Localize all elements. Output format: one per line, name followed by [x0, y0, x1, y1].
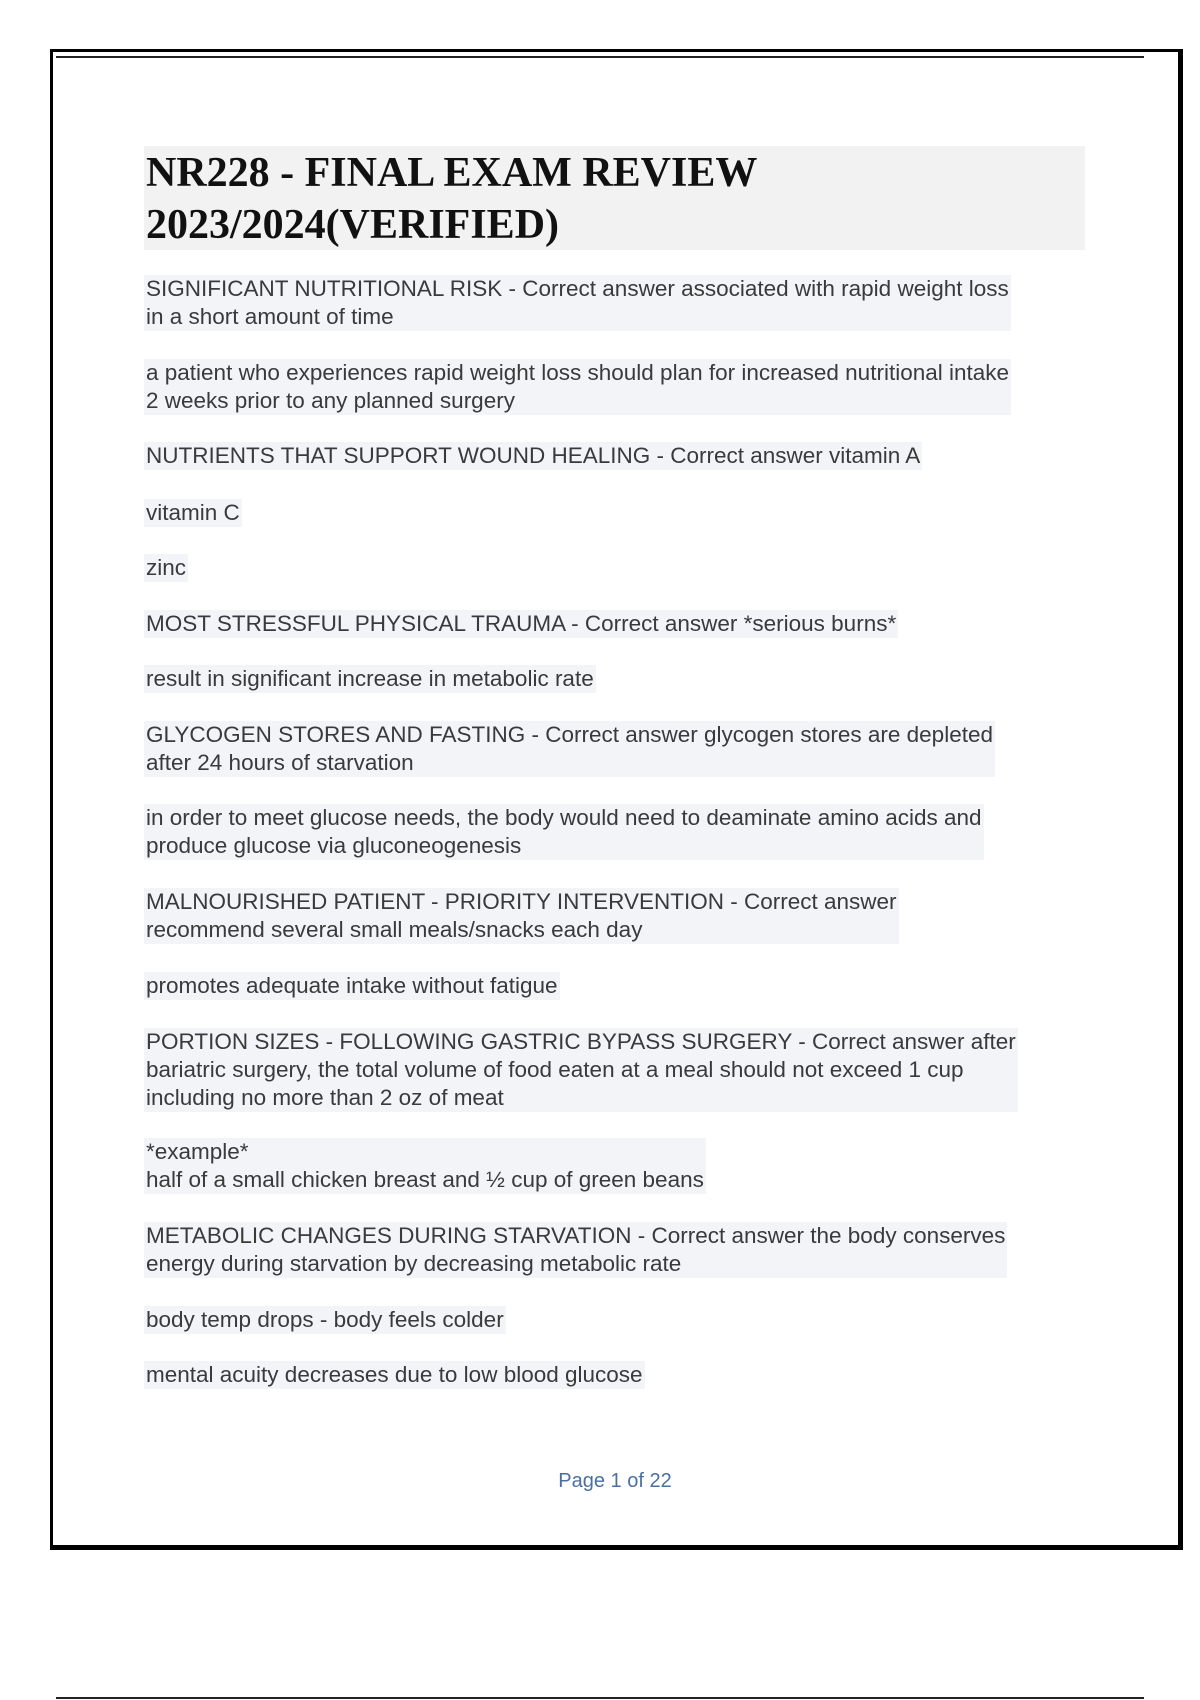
title-line-1: NR228 - FINAL EXAM REVIEW: [146, 150, 758, 196]
entry-line: mental acuity decreases due to low blood glucose: [146, 1362, 643, 1387]
entry-line: promotes adequate intake without fatigue: [146, 973, 558, 998]
entry-line: in a short amount of time: [146, 304, 394, 329]
entry-zinc: [144, 554, 188, 582]
entry-stressful-trauma: [144, 610, 898, 638]
entry-line: produce glucose via gluconeogenesis: [146, 833, 522, 858]
entry-line: METABOLIC CHANGES DURING STARVATION - Correct answer the body conserves: [146, 1223, 1006, 1248]
entry-metabolic-changes-starvation: [144, 1222, 1007, 1278]
entry-line: after 24 hours of starvation: [146, 750, 414, 775]
entry-line: vitamin C: [146, 500, 240, 525]
document-title: [146, 147, 1086, 251]
page-number: Page 1 of 22: [558, 1470, 672, 1492]
entry-body-temp: [144, 1306, 506, 1334]
entry-line: NUTRIENTS THAT SUPPORT WOUND HEALING - Correct answer vitamin A: [146, 443, 921, 468]
entry-line: *example*: [146, 1139, 249, 1164]
entry-line: in order to meet glucose needs, the body would need to deaminate amino acids and: [146, 805, 982, 830]
entry-mental-acuity: [144, 1361, 645, 1389]
top-rule: [56, 56, 1144, 58]
entry-line: 2 weeks prior to any planned surgery: [146, 388, 515, 413]
entry-line: MALNOURISHED PATIENT - PRIORITY INTERVENTION - Correct answer: [146, 889, 897, 914]
entry-line: SIGNIFICANT NUTRITIONAL RISK - Correct answer associated with rapid weight loss: [146, 276, 1009, 301]
entry-line: body temp drops - body feels colder: [146, 1307, 504, 1332]
entry-line: half of a small chicken breast and ½ cup of green beans: [146, 1167, 704, 1192]
entry-line: including no more than 2 oz of meat: [146, 1085, 504, 1110]
entry-line: energy during starvation by decreasing metabolic rate: [146, 1251, 682, 1276]
entry-glycogen-stores: [144, 721, 995, 777]
entry-vitamin-c: [144, 499, 242, 527]
entry-line: bariatric surgery, the total volume of food eaten at a meal should not exceed 1 cup: [146, 1057, 964, 1082]
entry-line: a patient who experiences rapid weight loss should plan for increased nutritional intake: [146, 360, 1010, 385]
entry-line: zinc: [146, 555, 187, 580]
entry-metabolic-rate-increase: [144, 665, 596, 693]
entry-line: recommend several small meals/snacks each day: [146, 917, 643, 942]
entry-rapid-weight-loss-plan: [144, 359, 1011, 415]
entry-line: MOST STRESSFUL PHYSICAL TRAUMA - Correct answer *serious burns*: [146, 611, 897, 636]
entry-example: [144, 1138, 706, 1194]
entry-portion-sizes: [144, 1028, 1018, 1112]
entry-line: result in significant increase in metabolic rate: [146, 666, 594, 691]
entry-malnourished-patient: [144, 888, 899, 944]
entry-line: PORTION SIZES - FOLLOWING GASTRIC BYPASS SURGERY - Correct answer after: [146, 1029, 1016, 1054]
entry-significant-nutritional-risk: [144, 275, 1011, 331]
entry-wound-healing-nutrients: [144, 442, 922, 470]
bottom-rule: [56, 1697, 1144, 1699]
title-line-2: 2023/2024(VERIFIED): [146, 202, 560, 248]
entry-line: GLYCOGEN STORES AND FASTING - Correct answer glycogen stores are depleted: [146, 722, 993, 747]
entry-adequate-intake: [144, 972, 560, 1000]
entry-gluconeogenesis: [144, 804, 984, 860]
